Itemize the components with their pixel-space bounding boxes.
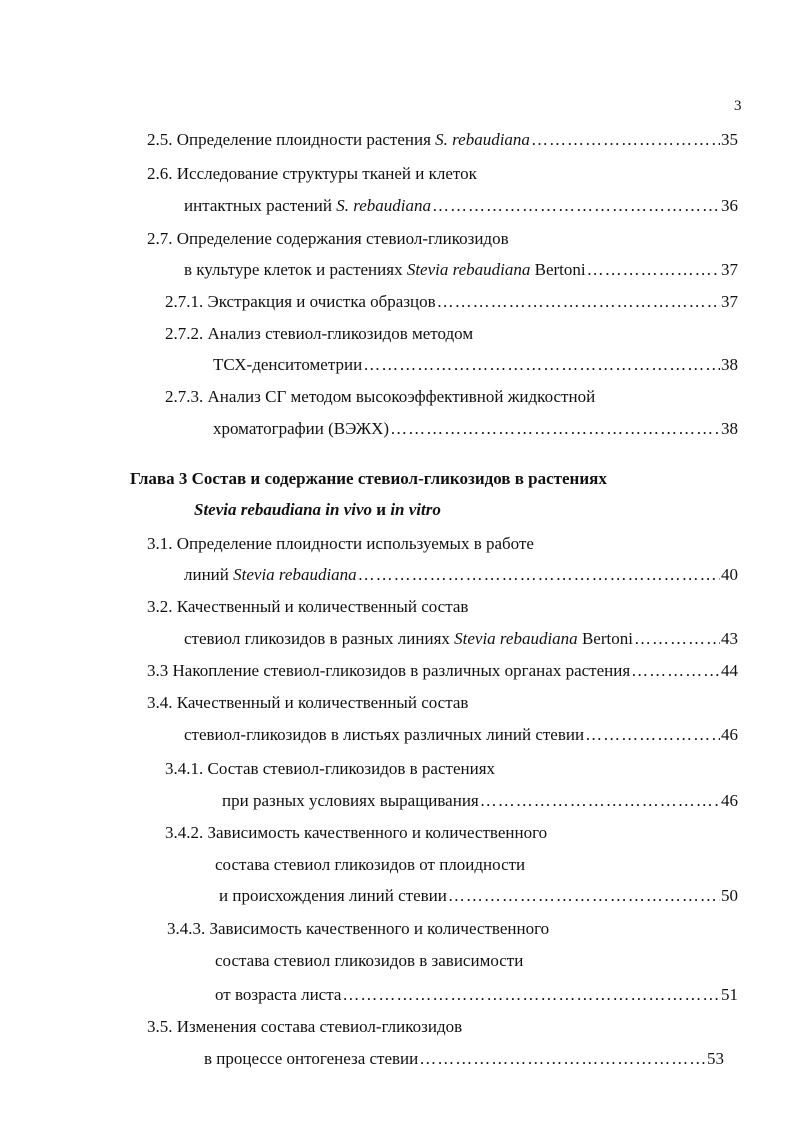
toc-page: 38 [721,419,738,438]
toc-entry-3-3 [147,659,738,683]
toc-entry-3-2-line1: 3.2. Качественный и количественный состав [147,597,469,616]
leader-dots [448,884,720,908]
leader-dots [419,1047,706,1071]
page-number: 3 [734,98,742,114]
toc-entry-2-7-1 [165,290,738,314]
toc-page: 46 [721,791,738,810]
toc-entry-3-4-2-line3 [219,884,738,908]
toc-entry-2-7-3-line1: 2.7.3. Анализ СГ методом высокоэффективной жидкостной [165,387,596,406]
toc-text: хроматографии (ВЭЖХ) [213,419,390,438]
toc-entry-3-4-3-line2: состава стевиол гликозидов в зависимости [215,951,524,970]
chapter-italic: in vitro [390,500,441,519]
toc-text: при разных условиях выращивания [222,791,479,810]
leader-dots [585,723,720,747]
toc-entry-3-4-3-line3 [215,983,738,1007]
toc-page: 46 [721,725,738,744]
toc-page: 37 [721,292,738,311]
toc-text: 2.5. Определение плоидности растения [147,130,436,149]
toc-entry-3-4-1-line1: 3.4.1. Состав стевиол-гликозидов в растениях [165,759,496,778]
toc-page: 35 [721,130,738,149]
leader-dots [358,563,720,587]
chapter-italic: Stevia rebaudiana in vivo [194,500,373,519]
chapter-3-title-line1: Глава 3 Состав и содержание стевиол-гликозидов в растениях [130,469,607,488]
chapter-text: и [372,500,391,519]
leader-dots [363,353,720,377]
toc-page: 37 [721,260,738,279]
toc-text: стевиол-гликозидов в листьях различных линий стевии [184,725,585,744]
toc-entry-3-4-3-line1: 3.4.3. Зависимость качественного и количественного [167,919,550,938]
toc-italic: Stevia rebaudiana [454,629,578,648]
toc-italic: Stevia rebaudiana [233,565,357,584]
toc-entry-3-4-line2 [184,723,738,747]
toc-entry-2-6-line2 [184,194,738,218]
toc-page: 50 [721,886,738,905]
toc-entry-3-5-line2 [204,1047,724,1071]
toc-text: от возраста листа [215,985,342,1004]
leader-dots [480,789,720,813]
toc-italic: S. rebaudiana [336,196,431,215]
toc-page: 51 [721,985,738,1004]
leader-dots [342,983,720,1007]
toc-entry-3-4-2-line2: состава стевиол гликозидов от плоидности [215,855,526,874]
toc-entry-2-6-line1: 2.6. Исследование структуры тканей и клеток [147,164,477,183]
toc-entry-3-2-line2 [184,627,738,651]
toc-text: в процессе онтогенеза стевии [204,1049,419,1068]
toc-entry-3-5-line1: 3.5. Изменения состава стевиол-гликозидов [147,1017,463,1036]
toc-entry-2-7-2-line2 [213,353,738,377]
toc-text: стевиол гликозидов в разных линиях [184,629,455,648]
toc-page: 43 [721,629,738,648]
toc-text: интактных растений [184,196,337,215]
toc-entry-2-7-line2 [184,258,738,282]
toc-page: 44 [721,661,738,680]
toc-page: 36 [721,196,738,215]
toc-italic: S. rebaudiana [435,130,530,149]
leader-dots [587,258,720,282]
toc-entry-3-1-line2 [184,563,738,587]
leader-dots [631,659,720,683]
toc-entry-3-4-1-line2 [222,789,738,813]
leader-dots [531,128,720,152]
leader-dots [634,627,720,651]
chapter-3-title-line2 [194,498,441,522]
toc-text: и происхождения линий стевии [219,886,447,905]
leader-dots [390,417,720,441]
toc-entry-2-5 [147,128,738,152]
toc-text: в культуре клеток и растениях [184,260,407,279]
toc-page: 38 [721,355,738,374]
toc-entry-2-7-line1: 2.7. Определение содержания стевиол-гликозидов [147,229,509,248]
toc-text: Bertoni [530,260,586,279]
toc-italic: Stevia rebaudiana [406,260,531,279]
toc-text: Bertoni [577,629,633,648]
toc-entry-2-7-2-line1: 2.7.2. Анализ стевиол-гликозидов методом [165,324,474,343]
toc-page: 53 [707,1049,724,1068]
toc-entry-3-4-line1: 3.4. Качественный и количественный состав [147,693,469,712]
toc-entry-2-7-3-line2 [213,417,738,441]
toc-entry-3-1-line1: 3.1. Определение плоидности используемых в работе [147,534,534,553]
leader-dots [437,290,720,314]
toc-text: 2.7.1. Экстракция и очистка образцов [165,292,436,311]
leader-dots [432,194,720,218]
toc-text: линий [184,565,234,584]
toc-page: 40 [721,565,738,584]
toc-text: 3.3 Накопление стевиол-гликозидов в различных органах растения [147,661,631,680]
toc-text: ТСХ-денситометрии [213,355,363,374]
toc-entry-3-4-2-line1: 3.4.2. Зависимость качественного и количественного [165,823,548,842]
